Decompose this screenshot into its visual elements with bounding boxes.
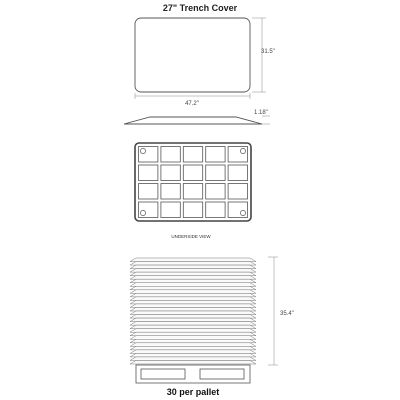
stacked-cover xyxy=(130,350,256,354)
underside-cell xyxy=(139,184,158,200)
underside-cell xyxy=(183,165,202,181)
pallet-opening-right xyxy=(200,369,244,379)
stack-plates xyxy=(130,258,256,364)
side-view xyxy=(124,110,270,124)
underside-cell xyxy=(183,202,202,218)
stacked-cover xyxy=(130,279,256,283)
underside-cell xyxy=(206,184,225,200)
cover-side-outline xyxy=(124,117,262,124)
underside-cell xyxy=(206,202,225,218)
stacked-cover xyxy=(130,315,256,319)
cover-top-outline xyxy=(135,18,250,92)
stacked-cover xyxy=(130,297,256,301)
stacked-cover xyxy=(130,307,256,311)
stacked-cover xyxy=(130,332,256,336)
stacked-cover xyxy=(130,286,256,290)
underside-cell xyxy=(161,184,180,200)
stack-height-label: 35.4" xyxy=(280,311,294,317)
underside-cell xyxy=(139,165,158,181)
stacked-cover xyxy=(130,269,256,273)
stacked-cover xyxy=(130,329,256,333)
pallet-opening-left xyxy=(141,369,185,379)
stacked-cover xyxy=(130,318,256,322)
underside-cell xyxy=(161,147,180,163)
underside-cell xyxy=(228,184,247,200)
stacked-cover xyxy=(130,304,256,308)
underside-cell xyxy=(161,202,180,218)
underside-caption: UNDERSIDE VIEW xyxy=(171,234,211,239)
stacked-cover xyxy=(130,265,256,269)
height-dimension-label: 31.5" xyxy=(261,49,275,55)
thickness-dimension-label: 1.18" xyxy=(254,110,268,116)
stacked-cover xyxy=(130,311,256,315)
stacked-cover xyxy=(130,300,256,304)
underside-cell xyxy=(183,184,202,200)
stacked-cover xyxy=(130,293,256,297)
underside-cell xyxy=(206,147,225,163)
stacked-cover xyxy=(130,343,256,347)
stacked-cover xyxy=(130,322,256,326)
stacked-cover xyxy=(130,353,256,357)
stacked-cover xyxy=(130,339,256,343)
underside-cell xyxy=(183,147,202,163)
stacked-cover xyxy=(130,290,256,294)
stacked-cover xyxy=(130,346,256,350)
underside-cell xyxy=(161,165,180,181)
pallet-stack-view xyxy=(130,257,294,383)
stacked-cover xyxy=(130,283,256,287)
width-dimension-label: 47.2" xyxy=(185,101,199,107)
underside-view xyxy=(135,143,251,239)
top-view xyxy=(135,18,275,107)
pallet-quantity-label: 30 per pallet xyxy=(166,387,220,397)
drawing-title: 27" Trench Cover xyxy=(162,3,238,13)
stacked-cover xyxy=(130,336,256,340)
underside-cell xyxy=(228,165,247,181)
stacked-cover xyxy=(130,258,256,262)
underside-cell xyxy=(206,165,225,181)
stacked-cover xyxy=(130,360,256,364)
stacked-cover xyxy=(130,276,256,280)
stacked-cover xyxy=(130,357,256,361)
stacked-cover xyxy=(130,272,256,276)
stacked-cover xyxy=(130,325,256,329)
stacked-cover xyxy=(130,262,256,266)
